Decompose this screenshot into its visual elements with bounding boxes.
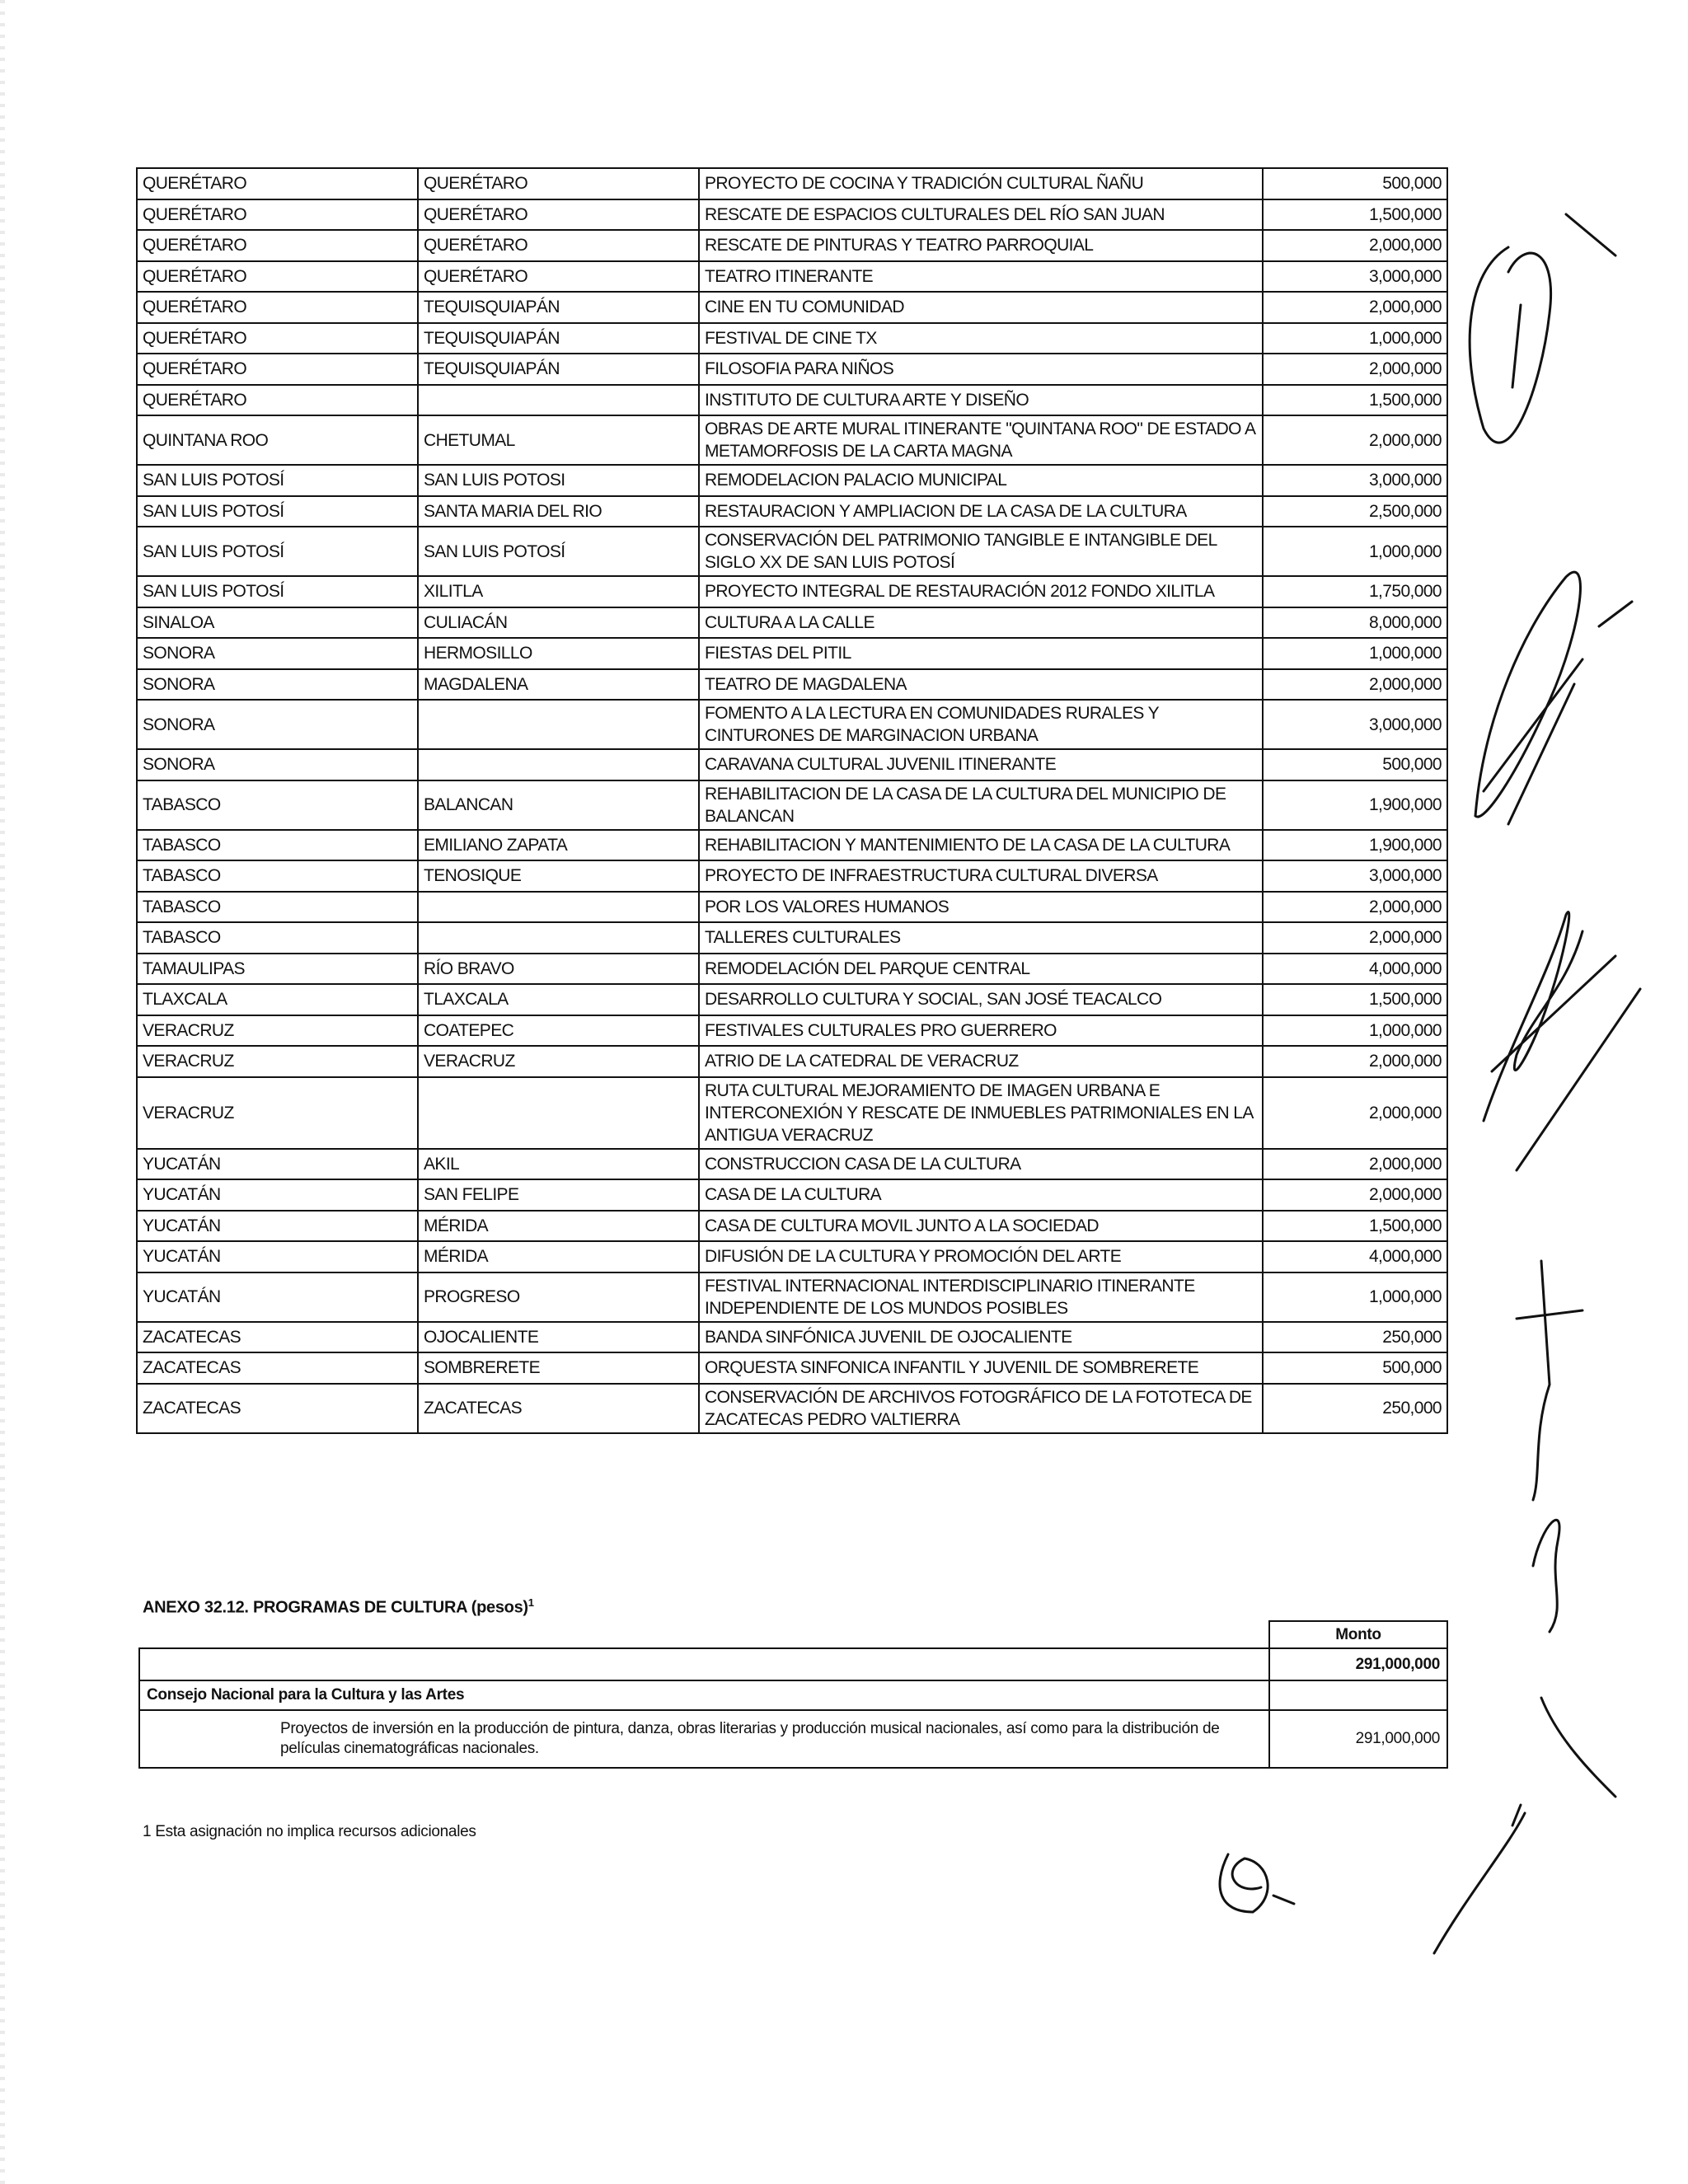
amount-cell: 1,000,000 <box>1263 638 1447 669</box>
state-cell: VERACRUZ <box>137 1077 418 1149</box>
state-cell: TABASCO <box>137 830 418 861</box>
amount-cell: 250,000 <box>1263 1322 1447 1353</box>
project-cell: RESCATE DE ESPACIOS CULTURALES DEL RÍO SAN JUAN <box>699 199 1263 231</box>
amount-cell: 2,000,000 <box>1263 1179 1447 1211</box>
amount-cell: 2,000,000 <box>1263 230 1447 261</box>
project-cell: PROYECTO INTEGRAL DE RESTAURACIÓN 2012 FONDO XILITLA <box>699 576 1263 607</box>
amount-cell: 3,000,000 <box>1263 261 1447 293</box>
annex-entity: Consejo Nacional para la Cultura y las Artes <box>139 1680 1269 1710</box>
project-cell: RUTA CULTURAL MEJORAMIENTO DE IMAGEN URBANA E INTERCONEXIÓN Y RESCATE DE INMUEBLES PATRIMONIALES EN LA ANTIGUA VERACRUZ <box>699 1077 1263 1149</box>
amount-cell: 2,000,000 <box>1263 1077 1447 1149</box>
state-cell: SAN LUIS POTOSÍ <box>137 576 418 607</box>
state-cell: VERACRUZ <box>137 1046 418 1077</box>
state-cell: QUERÉTARO <box>137 323 418 354</box>
project-cell: CONSERVACIÓN DEL PATRIMONIO TANGIBLE E INTANGIBLE DEL SIGLO XX DE SAN LUIS POTOSÍ <box>699 527 1263 576</box>
state-cell: ZACATECAS <box>137 1322 418 1353</box>
annex-total-amount: 291,000,000 <box>1269 1648 1447 1680</box>
municipality-cell: SANTA MARIA DEL RIO <box>418 496 699 527</box>
amount-cell: 2,500,000 <box>1263 496 1447 527</box>
project-cell: TEATRO ITINERANTE <box>699 261 1263 293</box>
project-cell: RESCATE DE PINTURAS Y TEATRO PARROQUIAL <box>699 230 1263 261</box>
state-cell: ZACATECAS <box>137 1352 418 1384</box>
amount-cell: 1,750,000 <box>1263 576 1447 607</box>
municipality-cell: MÉRIDA <box>418 1241 699 1272</box>
state-cell: YUCATÁN <box>137 1179 418 1211</box>
amount-cell: 1,000,000 <box>1263 1015 1447 1047</box>
municipality-cell: OJOCALIENTE <box>418 1322 699 1353</box>
amount-cell: 1,500,000 <box>1263 199 1447 231</box>
annex-program: Proyectos de inversión en la producción de pintura, danza, obras literarias y producción musical nacionales, así como para la distribución de películas cinematográficas nacionales. <box>139 1710 1269 1768</box>
project-cell: CULTURA A LA CALLE <box>699 607 1263 639</box>
municipality-cell: TEQUISQUIAPÁN <box>418 292 699 323</box>
project-cell: CONSTRUCCION CASA DE LA CULTURA <box>699 1149 1263 1180</box>
project-cell: POR LOS VALORES HUMANOS <box>699 892 1263 923</box>
project-cell: FILOSOFIA PARA NIÑOS <box>699 354 1263 385</box>
state-cell: ZACATECAS <box>137 1384 418 1433</box>
municipality-cell: BALANCAN <box>418 780 699 830</box>
amount-cell: 2,000,000 <box>1263 1149 1447 1180</box>
amount-cell: 500,000 <box>1263 168 1447 199</box>
municipality-cell: QUERÉTARO <box>418 261 699 293</box>
municipality-cell: QUERÉTARO <box>418 230 699 261</box>
project-cell: TALLERES CULTURALES <box>699 922 1263 954</box>
municipality-cell: VERACRUZ <box>418 1046 699 1077</box>
state-cell: QUINTANA ROO <box>137 415 418 465</box>
state-cell: QUERÉTARO <box>137 292 418 323</box>
state-cell: TAMAULIPAS <box>137 954 418 985</box>
project-cell: TEATRO DE MAGDALENA <box>699 669 1263 701</box>
amount-cell: 2,000,000 <box>1263 1046 1447 1077</box>
project-cell: RESTAURACION Y AMPLIACION DE LA CASA DE LA CULTURA <box>699 496 1263 527</box>
municipality-cell: HERMOSILLO <box>418 638 699 669</box>
state-cell: YUCATÁN <box>137 1149 418 1180</box>
state-cell: TABASCO <box>137 780 418 830</box>
municipality-cell: CHETUMAL <box>418 415 699 465</box>
municipality-cell: TLAXCALA <box>418 984 699 1015</box>
annex-program-amount: 291,000,000 <box>1269 1710 1447 1768</box>
amount-cell: 1,500,000 <box>1263 1211 1447 1242</box>
project-cell: REMODELACIÓN DEL PARQUE CENTRAL <box>699 954 1263 985</box>
municipality-cell: COATEPEC <box>418 1015 699 1047</box>
state-cell: SAN LUIS POTOSÍ <box>137 527 418 576</box>
municipality-cell: MÉRIDA <box>418 1211 699 1242</box>
project-cell: REMODELACION PALACIO MUNICIPAL <box>699 465 1263 496</box>
state-cell: SAN LUIS POTOSÍ <box>137 465 418 496</box>
amount-cell: 2,000,000 <box>1263 669 1447 701</box>
signature-1 <box>1470 214 1615 443</box>
project-cell: FESTIVAL DE CINE TX <box>699 323 1263 354</box>
signature-3 <box>1484 912 1640 1170</box>
state-cell: TABASCO <box>137 892 418 923</box>
state-cell: SAN LUIS POTOSÍ <box>137 496 418 527</box>
state-cell: TABASCO <box>137 860 418 892</box>
state-cell: YUCATÁN <box>137 1211 418 1242</box>
project-cell: FOMENTO A LA LECTURA EN COMUNIDADES RURALES Y CINTURONES DE MARGINACION URBANA <box>699 700 1263 749</box>
amount-cell: 2,000,000 <box>1263 354 1447 385</box>
amount-cell: 1,000,000 <box>1263 323 1447 354</box>
municipality-cell: AKIL <box>418 1149 699 1180</box>
municipality-cell: CULIACÁN <box>418 607 699 639</box>
amount-cell: 1,900,000 <box>1263 780 1447 830</box>
municipality-cell: MAGDALENA <box>418 669 699 701</box>
amount-cell: 500,000 <box>1263 749 1447 780</box>
project-cell: CONSERVACIÓN DE ARCHIVOS FOTOGRÁFICO DE LA FOTOTECA DE ZACATECAS PEDRO VALTIERRA <box>699 1384 1263 1433</box>
signature-5 <box>1220 1854 1294 1912</box>
amount-cell: 4,000,000 <box>1263 1241 1447 1272</box>
municipality-cell: SOMBRERETE <box>418 1352 699 1384</box>
project-cell: DESARROLLO CULTURA Y SOCIAL, SAN JOSÉ TEACALCO <box>699 984 1263 1015</box>
project-cell: FIESTAS DEL PITIL <box>699 638 1263 669</box>
state-cell: VERACRUZ <box>137 1015 418 1047</box>
project-cell: FESTIVALES CULTURALES PRO GUERRERO <box>699 1015 1263 1047</box>
amount-cell: 2,000,000 <box>1263 292 1447 323</box>
amount-cell: 500,000 <box>1263 1352 1447 1384</box>
project-cell: DIFUSIÓN DE LA CULTURA Y PROMOCIÓN DEL ARTE <box>699 1241 1263 1272</box>
project-cell: BANDA SINFÓNICA JUVENIL DE OJOCALIENTE <box>699 1322 1263 1353</box>
state-cell: QUERÉTARO <box>137 230 418 261</box>
state-cell: YUCATÁN <box>137 1241 418 1272</box>
annex-title-footnote-mark: 1 <box>528 1596 534 1609</box>
state-cell: TLAXCALA <box>137 984 418 1015</box>
amount-cell: 2,000,000 <box>1263 415 1447 465</box>
state-cell: SONORA <box>137 749 418 780</box>
state-cell: YUCATÁN <box>137 1272 418 1322</box>
project-cell: ATRIO DE LA CATEDRAL DE VERACRUZ <box>699 1046 1263 1077</box>
municipality-cell: QUERÉTARO <box>418 168 699 199</box>
municipality-cell: EMILIANO ZAPATA <box>418 830 699 861</box>
amount-cell: 1,500,000 <box>1263 984 1447 1015</box>
state-cell: QUERÉTARO <box>137 261 418 293</box>
municipality-cell: SAN FELIPE <box>418 1179 699 1211</box>
project-cell: CASA DE LA CULTURA <box>699 1179 1263 1211</box>
amount-cell: 4,000,000 <box>1263 954 1447 985</box>
signature-6 <box>1434 1805 1525 1953</box>
annex-header-amount: Monto <box>1269 1621 1447 1648</box>
project-cell: REHABILITACION DE LA CASA DE LA CULTURA DEL MUNICIPIO DE BALANCAN <box>699 780 1263 830</box>
amount-cell: 3,000,000 <box>1263 700 1447 749</box>
annex-title-text: ANEXO 32.12. PROGRAMAS DE CULTURA (pesos) <box>143 1598 528 1617</box>
amount-cell: 3,000,000 <box>1263 465 1447 496</box>
amount-cell: 1,500,000 <box>1263 385 1447 416</box>
amount-cell: 2,000,000 <box>1263 922 1447 954</box>
footnote: 1 Esta asignación no implica recursos adicionales <box>143 1823 476 1840</box>
project-cell: REHABILITACION Y MANTENIMIENTO DE LA CASA DE LA CULTURA <box>699 830 1263 861</box>
amount-cell: 250,000 <box>1263 1384 1447 1433</box>
signature-2 <box>1475 572 1632 824</box>
state-cell: SONORA <box>137 700 418 749</box>
municipality-cell: TENOSIQUE <box>418 860 699 892</box>
project-cell: CASA DE CULTURA MOVIL JUNTO A LA SOCIEDAD <box>699 1211 1263 1242</box>
state-cell: QUERÉTARO <box>137 199 418 231</box>
state-cell: SINALOA <box>137 607 418 639</box>
municipality-cell: SAN LUIS POTOSI <box>418 465 699 496</box>
project-cell: CINE EN TU COMUNIDAD <box>699 292 1263 323</box>
amount-cell: 2,000,000 <box>1263 892 1447 923</box>
amount-cell: 1,000,000 <box>1263 1272 1447 1322</box>
project-cell: PROYECTO DE INFRAESTRUCTURA CULTURAL DIVERSA <box>699 860 1263 892</box>
amount-cell: 1,000,000 <box>1263 527 1447 576</box>
project-cell: CARAVANA CULTURAL JUVENIL ITINERANTE <box>699 749 1263 780</box>
municipality-cell: ZACATECAS <box>418 1384 699 1433</box>
project-cell: FESTIVAL INTERNACIONAL INTERDISCIPLINARIO ITINERANTE INDEPENDIENTE DE LOS MUNDOS POSIBLES <box>699 1272 1263 1322</box>
municipality-cell: TEQUISQUIAPÁN <box>418 354 699 385</box>
project-cell: PROYECTO DE COCINA Y TRADICIÓN CULTURAL ÑAÑU <box>699 168 1263 199</box>
amount-cell: 1,900,000 <box>1263 830 1447 861</box>
state-cell: TABASCO <box>137 922 418 954</box>
municipality-cell: RÍO BRAVO <box>418 954 699 985</box>
state-cell: QUERÉTARO <box>137 385 418 416</box>
municipality-cell: QUERÉTARO <box>418 199 699 231</box>
state-cell: SONORA <box>137 669 418 701</box>
municipality-cell: PROGRESO <box>418 1272 699 1322</box>
municipality-cell: XILITLA <box>418 576 699 607</box>
project-cell: INSTITUTO DE CULTURA ARTE Y DISEÑO <box>699 385 1263 416</box>
amount-cell: 8,000,000 <box>1263 607 1447 639</box>
project-cell: OBRAS DE ARTE MURAL ITINERANTE "QUINTANA ROO" DE ESTADO A METAMORFOSIS DE LA CARTA MAGNA <box>699 415 1263 465</box>
project-cell: ORQUESTA SINFONICA INFANTIL Y JUVENIL DE SOMBRERETE <box>699 1352 1263 1384</box>
amount-cell: 3,000,000 <box>1263 860 1447 892</box>
signature-4 <box>1517 1261 1615 1797</box>
state-cell: QUERÉTARO <box>137 168 418 199</box>
municipality-cell: SAN LUIS POTOSÍ <box>418 527 699 576</box>
municipality-cell: TEQUISQUIAPÁN <box>418 323 699 354</box>
state-cell: QUERÉTARO <box>137 354 418 385</box>
state-cell: SONORA <box>137 638 418 669</box>
